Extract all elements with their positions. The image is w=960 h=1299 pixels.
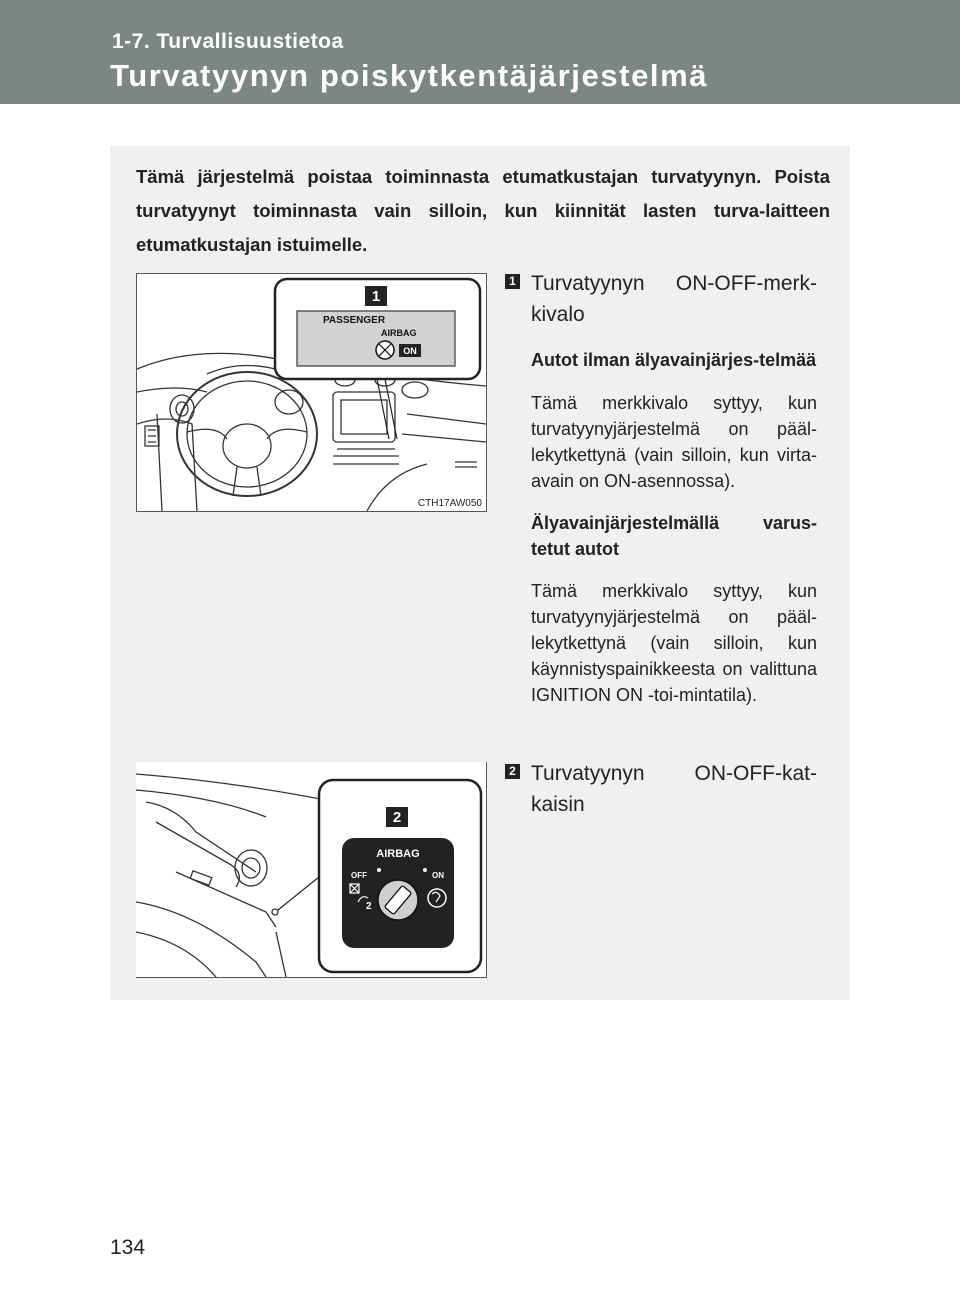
switch-airbag-label: AIRBAG [376,848,420,860]
item-1 [505,268,817,708]
switch-on-label: ON [432,871,444,880]
section-label: 1-7. Turvallisuustietoa [112,30,344,53]
figure2-callout-number: 2 [392,809,402,826]
item-2 [505,758,817,820]
subsection-heading-2: Älyavainjärjestelmällä varus-tetut autot [531,513,817,559]
item-marker-1: 1 [505,274,520,289]
switch-off-label: OFF [351,871,367,880]
subsection-text-2: Tämä merkkivalo syttyy, kun turvatyynyjärjestelmä on pääl-lekytkettynä (vain silloin, kun käynnistyspainikkeesta on valittuna IGNITION ON -toi-mintatila). [531,581,817,705]
subsection-heading-1: Autot ilman älyavainjärjes-telmää [531,350,817,370]
passenger-label: PASSENGER [323,315,386,326]
dashboard-indicator-figure [136,273,487,512]
switch-small-number: 2 [366,901,372,912]
airbag-switch-figure [136,762,487,978]
page-title: Turvatyynyn poiskytkentäjärjestelmä [110,58,709,93]
passenger-airbag-icon [376,341,394,359]
item-marker-2: 2 [505,764,520,779]
intro-paragraph: Tämä järjestelmä poistaa toiminnasta etumatkustajan turvatyynyn. Poista turvatyynyt toiminnasta vain silloin, kun kiinnität lasten turva-laitteen etumatkustajan istuimelle. [136,166,830,255]
item-title-1: Turvatyynyn ON-OFF-merk-kivalo [531,272,817,326]
airbag-label: AIRBAG [381,328,417,338]
on-indicator-label: ON [403,346,417,356]
item-title-2: Turvatyynyn ON-OFF-kat-kaisin [531,762,817,816]
key-slot-knob [378,880,418,920]
figure-code: CTH17AW050 [417,498,482,509]
page-number: 134 [110,1236,146,1259]
chapter-header [0,0,960,104]
subsection-text-1: Tämä merkkivalo syttyy, kun turvatyynyjärjestelmä on pääl-lekytkettynä (vain silloin, kun virta-avain on ON-asennossa). [531,393,817,491]
figure1-callout-number: 1 [371,288,381,305]
